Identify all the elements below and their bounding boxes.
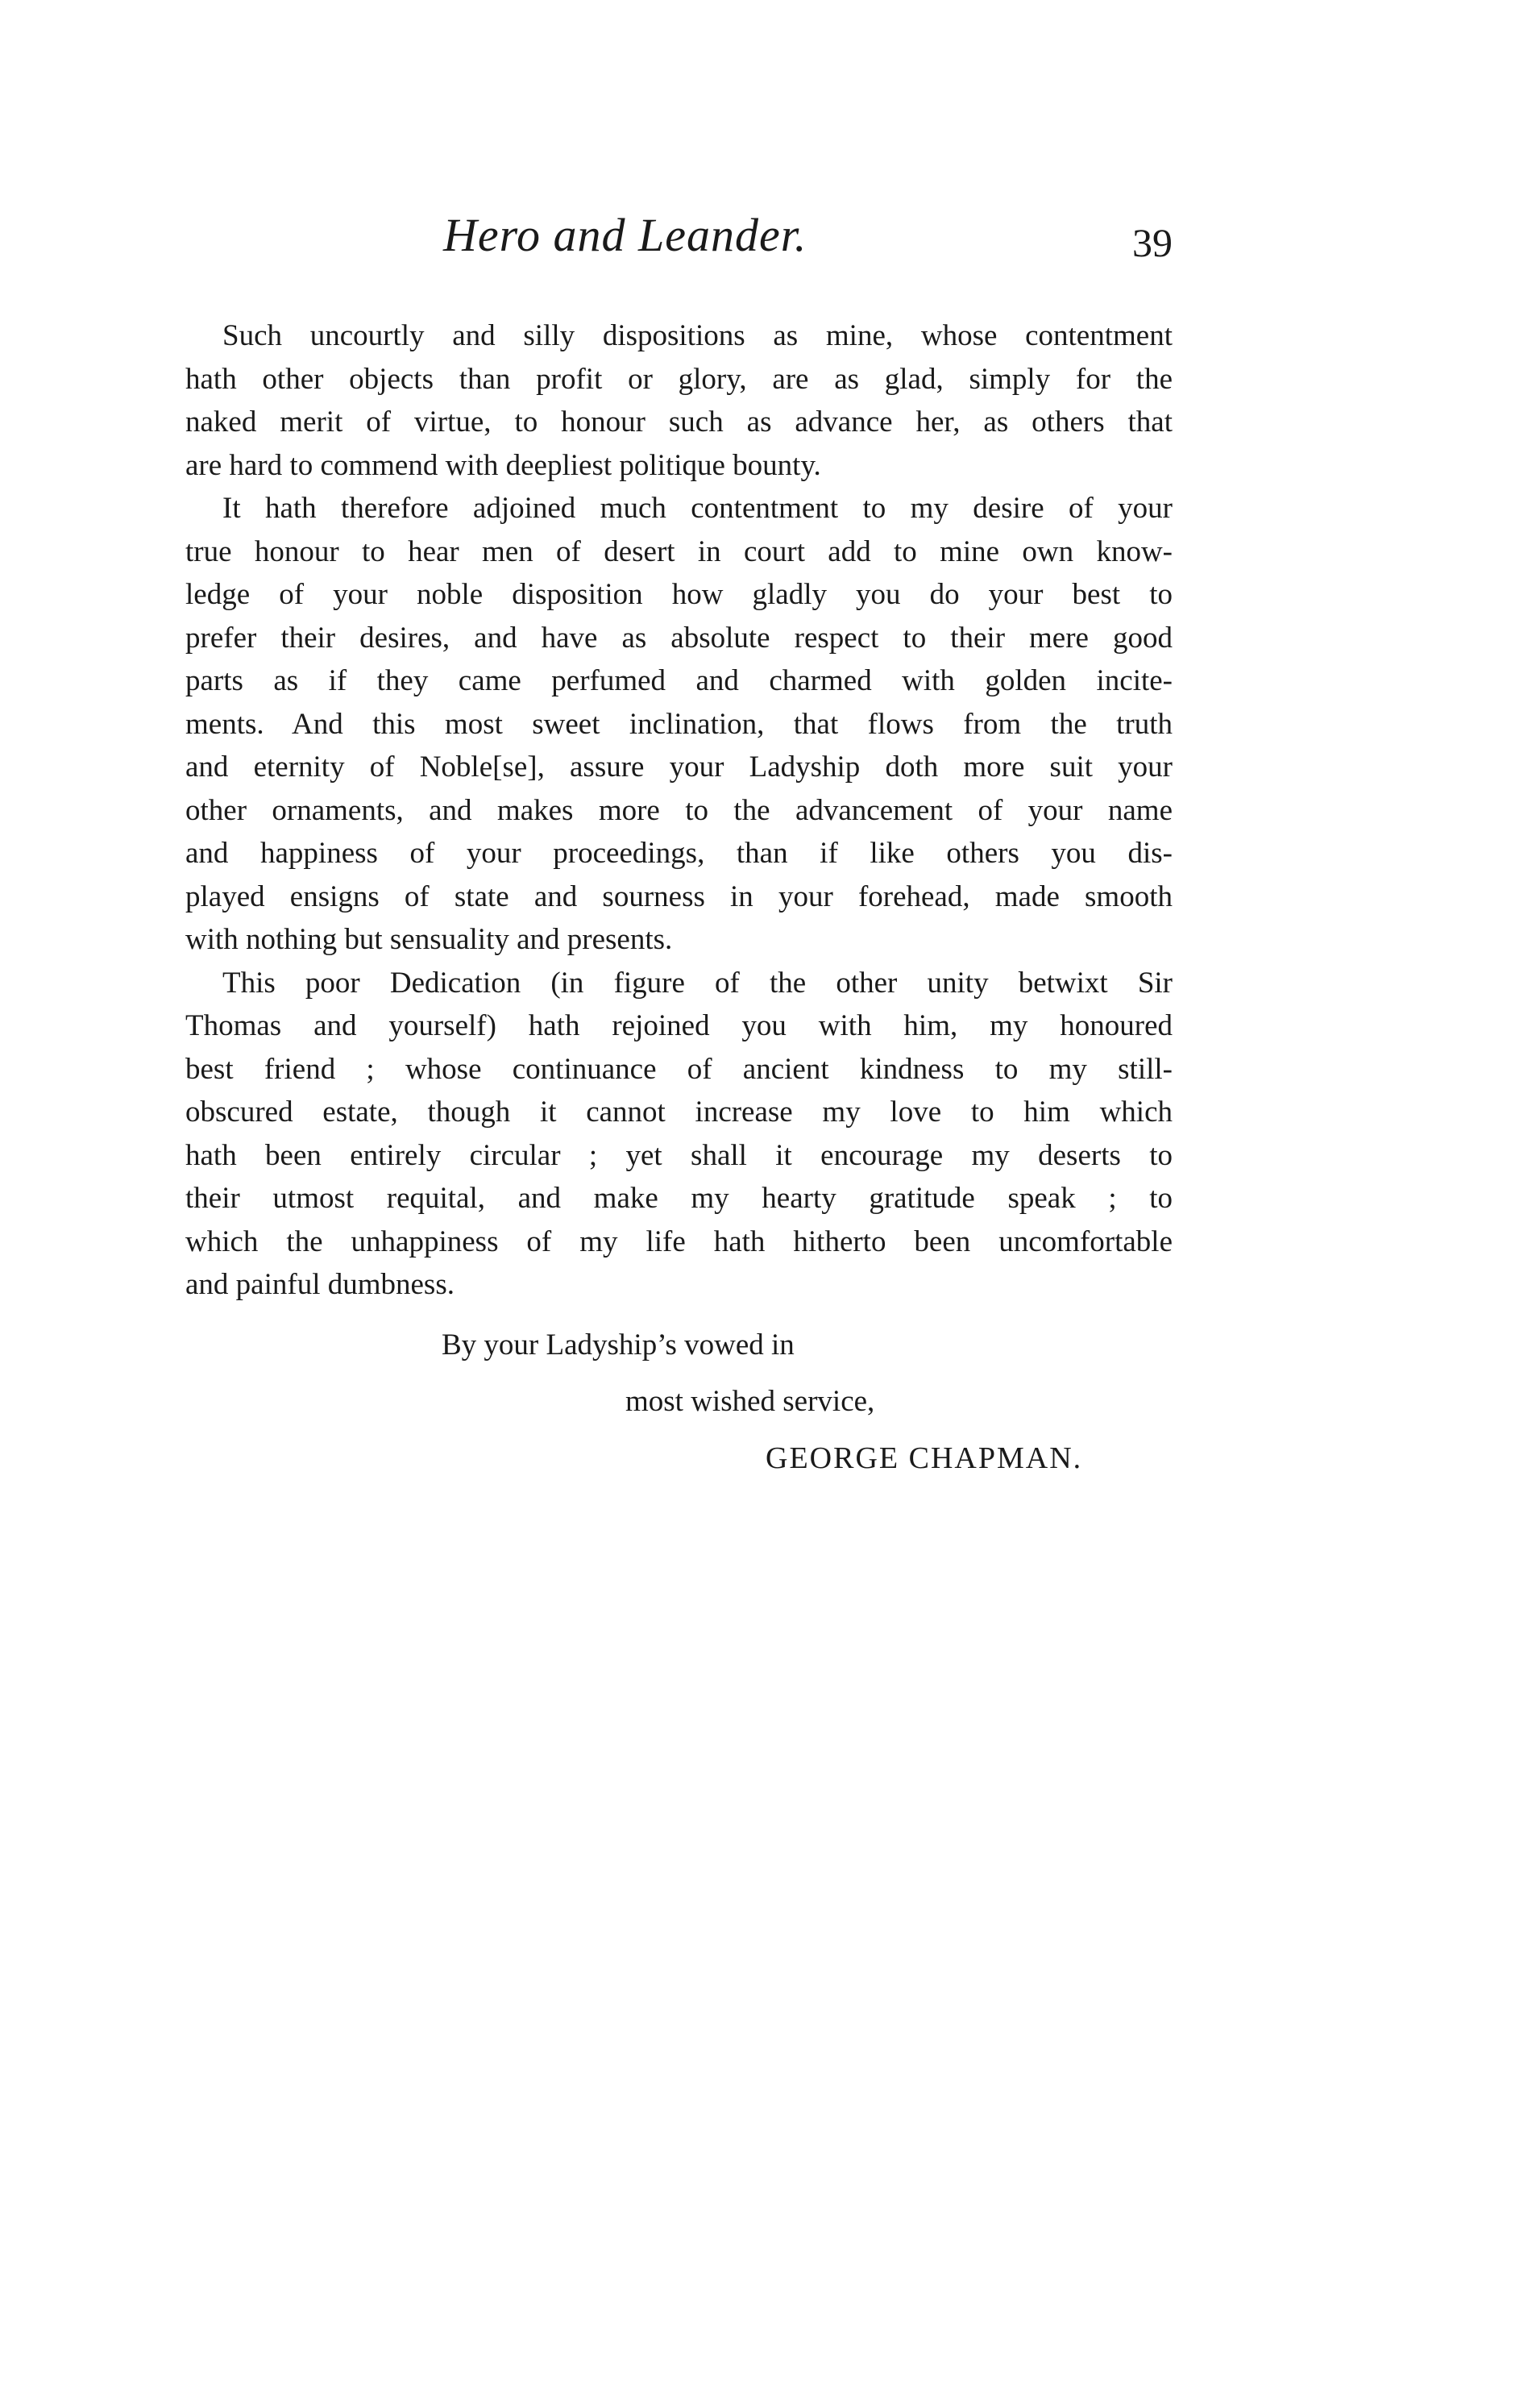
text-line: hath other objects than profit or glory, are as glad, simply for the: [185, 362, 1173, 396]
text-line: are hard to commend with deepliest politique bounty.: [185, 448, 821, 482]
closing-line: most wished service,: [625, 1385, 875, 1418]
text-line: played ensigns of state and sourness in your forehead, made smooth: [185, 879, 1173, 913]
text-line: This poor Dedication (in figure of the other unity betwixt Sir: [222, 966, 1173, 1000]
text-line: hath been entirely circular ; yet shall it encourage my deserts to: [185, 1138, 1173, 1172]
text-line: It hath therefore adjoined much contentment to my desire of your: [222, 492, 1173, 525]
running-title: Hero and Leander.: [443, 209, 807, 261]
page-number: 39: [1132, 220, 1173, 265]
paragraph-3: [185, 962, 1173, 1307]
text-line: and eternity of Noble[se], assure your Ladyship doth more suit your: [185, 750, 1173, 784]
text-line: and painful dumbness.: [185, 1268, 455, 1301]
body-text: [185, 314, 1173, 1307]
text-line: other ornaments, and makes more to the advancement of your name: [185, 793, 1173, 827]
paragraph-2: [185, 487, 1173, 962]
text-line: naked merit of virtue, to honour such as advance her, as others that: [185, 405, 1173, 439]
text-line: parts as if they came perfumed and charmed with golden incite-: [185, 664, 1173, 697]
text-line: which the unhappiness of my life hath hitherto been uncomfortable: [185, 1224, 1173, 1258]
author-name: GEORGE CHAPMAN.: [766, 1441, 1083, 1475]
text-line: ledge of your noble disposition how gladly you do your best to: [185, 578, 1173, 611]
text-line: prefer their desires, and have as absolute respect to their mere good: [185, 621, 1173, 655]
text-line: Thomas and yourself) hath rejoined you with him, my honoured: [185, 1009, 1173, 1042]
text-line: true honour to hear men of desert in court add to mine own know-: [185, 534, 1173, 568]
text-line: with nothing but sensuality and presents.: [185, 923, 673, 956]
text-line: and happiness of your proceedings, than if like others you dis-: [185, 837, 1173, 870]
running-head: [185, 208, 1173, 281]
paragraph-1: [185, 314, 1173, 487]
text-line: their utmost requital, and make my hearty gratitude speak ; to: [185, 1182, 1173, 1215]
text-line: ments. And this most sweet inclination, that flows from the truth: [185, 707, 1173, 741]
text-line: Such uncourtly and silly dispositions as mine, whose contentment: [222, 319, 1173, 352]
closing-line: By your Ladyship’s vowed in: [442, 1328, 795, 1362]
text-line: best friend ; whose continuance of ancient kindness to my still-: [185, 1052, 1173, 1086]
text-line: obscured estate, though it cannot increase my love to him which: [185, 1095, 1173, 1129]
